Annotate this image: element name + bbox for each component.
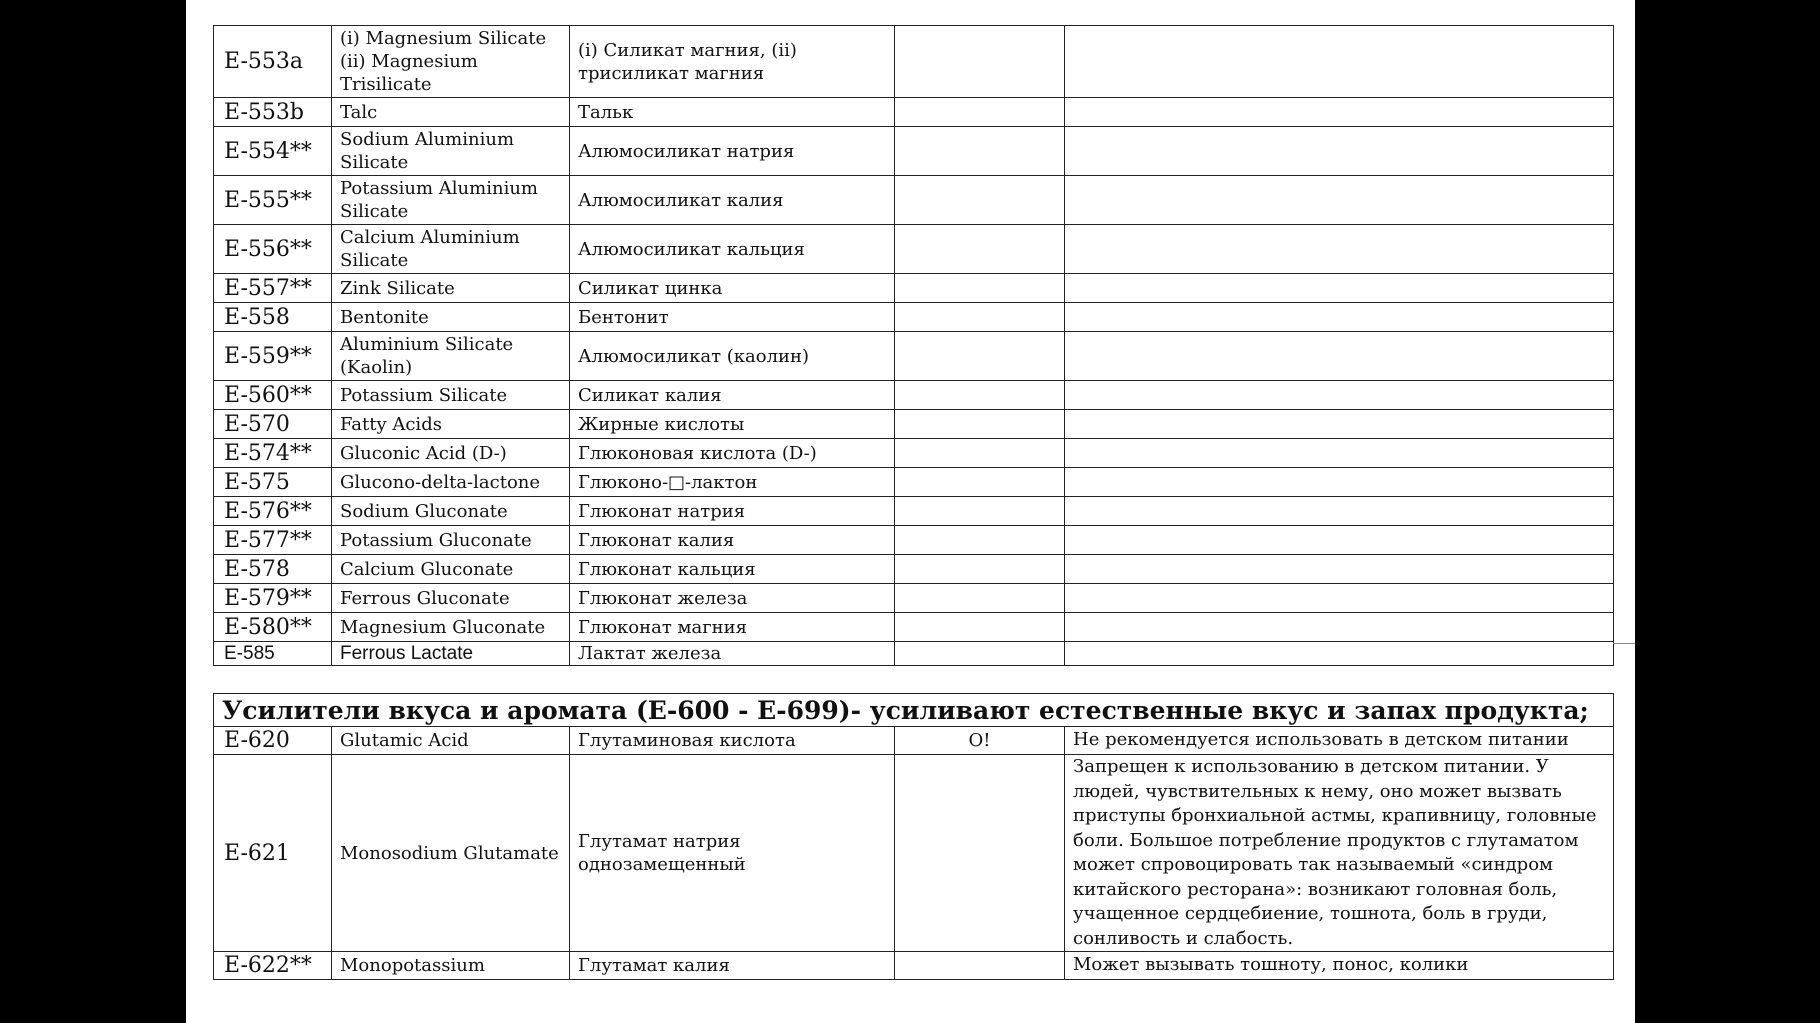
english-name: Aluminium Silicate (Kaolin) [332, 332, 570, 381]
english-name: Sodium Aluminium Silicate [332, 127, 570, 176]
additive-code: E-554** [214, 127, 332, 176]
russian-name: (i) Силикат магния, (ii) трисиликат магния [570, 26, 895, 98]
document-page [186, 0, 1635, 1023]
table-row [214, 526, 1614, 555]
table-row [214, 952, 1614, 980]
mark-cell [895, 303, 1065, 332]
note-cell: Запрещен к использованию в детском питании. У людей, чувствительных к нему, оно может вызвать приступы бронхиальной астмы, крапивницу, головные боли. Большое потребление продуктов с глутаматом может спровоцировать так называемый «синдром китайского ресторана»: возникают головная боль, учащенное сердцебиение, тошнота, боль в груди, сонливость и слабость. [1065, 755, 1614, 952]
mark-cell [895, 98, 1065, 127]
mark-cell [895, 381, 1065, 410]
additive-code: E-553a [214, 26, 332, 98]
note-cell [1065, 613, 1614, 642]
russian-name: Алюмосиликат кальция [570, 225, 895, 274]
flavor-enhancers-table [213, 693, 1614, 980]
russian-name: Алюмосиликат калия [570, 176, 895, 225]
russian-name: Глюконат калия [570, 526, 895, 555]
table-row [214, 332, 1614, 381]
mark-cell [895, 952, 1065, 980]
english-name: Ferrous Lactate [332, 642, 570, 666]
additive-code: E-553b [214, 98, 332, 127]
mark-cell [895, 642, 1065, 666]
note-cell [1065, 439, 1614, 468]
russian-name: Глюконат железа [570, 584, 895, 613]
additive-code: E-574** [214, 439, 332, 468]
additive-code: E-622** [214, 952, 332, 980]
additive-code: E-560** [214, 381, 332, 410]
english-name: Gluconic Acid (D-) [332, 439, 570, 468]
additive-code: E-580** [214, 613, 332, 642]
russian-name: Глутамат калия [570, 952, 895, 980]
table-row [214, 176, 1614, 225]
russian-name: Алюмосиликат (каолин) [570, 332, 895, 381]
section-heading-row [214, 694, 1614, 727]
mark-cell [895, 584, 1065, 613]
russian-name: Глюконат магния [570, 613, 895, 642]
note-cell [1065, 332, 1614, 381]
note-cell: Не рекомендуется использовать в детском питании [1065, 727, 1614, 755]
mark-cell [895, 526, 1065, 555]
table-row [214, 555, 1614, 584]
note-cell [1065, 303, 1614, 332]
english-name: Bentonite [332, 303, 570, 332]
note-cell: Может вызывать тошноту, понос, колики [1065, 952, 1614, 980]
english-name: Fatty Acids [332, 410, 570, 439]
russian-name: Глутамат натрия однозамещенный [570, 755, 895, 952]
mark-cell: О! [895, 727, 1065, 755]
english-name: Sodium Gluconate [332, 497, 570, 526]
note-cell [1065, 225, 1614, 274]
russian-name: Глюконовая кислота (D-) [570, 439, 895, 468]
english-name: Zink Silicate [332, 274, 570, 303]
russian-name: Силикат калия [570, 381, 895, 410]
note-cell [1065, 26, 1614, 98]
english-name: Potassium Gluconate [332, 526, 570, 555]
table-row [214, 755, 1614, 952]
russian-name: Силикат цинка [570, 274, 895, 303]
mark-cell [895, 127, 1065, 176]
additive-code: E-621 [214, 755, 332, 952]
table-row [214, 584, 1614, 613]
table-row [214, 98, 1614, 127]
table-row [214, 468, 1614, 497]
english-name: Monopotassium [332, 952, 570, 980]
additive-code: E-575 [214, 468, 332, 497]
note-cell [1065, 98, 1614, 127]
mark-cell [895, 410, 1065, 439]
note-cell [1065, 410, 1614, 439]
additive-code: E-556** [214, 225, 332, 274]
table-row [214, 274, 1614, 303]
note-cell [1065, 642, 1614, 666]
additive-code: E-559** [214, 332, 332, 381]
note-cell [1065, 497, 1614, 526]
english-name: Potassium Silicate [332, 381, 570, 410]
additive-code: E-558 [214, 303, 332, 332]
additive-code: E-620 [214, 727, 332, 755]
english-name: Magnesium Gluconate [332, 613, 570, 642]
additive-code: E-570 [214, 410, 332, 439]
table-row [214, 303, 1614, 332]
russian-name: Глутаминовая кислота [570, 727, 895, 755]
table-row [214, 439, 1614, 468]
mark-cell [895, 555, 1065, 584]
additive-code: E-557** [214, 274, 332, 303]
note-cell [1065, 584, 1614, 613]
note-cell [1065, 127, 1614, 176]
table-row [214, 26, 1614, 98]
divider [1613, 643, 1635, 644]
english-name: Ferrous Gluconate [332, 584, 570, 613]
table-row [214, 497, 1614, 526]
section-heading: Усилители вкуса и аромата (Е-600 - Е-699)- усиливают естественные вкус и запах продукта; [214, 694, 1614, 727]
note-cell [1065, 274, 1614, 303]
english-name: Potassium Aluminium Silicate [332, 176, 570, 225]
note-cell [1065, 176, 1614, 225]
mark-cell [895, 497, 1065, 526]
english-name: Calcium Aluminium Silicate [332, 225, 570, 274]
note-cell [1065, 468, 1614, 497]
note-cell [1065, 381, 1614, 410]
additive-code: E-579** [214, 584, 332, 613]
mark-cell [895, 332, 1065, 381]
russian-name: Глюконо-□-лактон [570, 468, 895, 497]
table-row [214, 127, 1614, 176]
english-name: Glutamic Acid [332, 727, 570, 755]
table-row [214, 613, 1614, 642]
mark-cell [895, 613, 1065, 642]
mark-cell [895, 274, 1065, 303]
mark-cell [895, 755, 1065, 952]
english-name: Talc [332, 98, 570, 127]
english-name: (i) Magnesium Silicate (ii) Magnesium Trisilicate [332, 26, 570, 98]
table-row [214, 225, 1614, 274]
russian-name: Лактат железа [570, 642, 895, 666]
table-row [214, 727, 1614, 755]
russian-name: Глюконат натрия [570, 497, 895, 526]
mark-cell [895, 439, 1065, 468]
note-cell [1065, 526, 1614, 555]
mark-cell [895, 26, 1065, 98]
table-row [214, 642, 1614, 666]
english-name: Glucono-delta-lactone [332, 468, 570, 497]
mark-cell [895, 176, 1065, 225]
english-name: Monosodium Glutamate [332, 755, 570, 952]
additive-code: E-585 [214, 642, 332, 666]
note-cell [1065, 555, 1614, 584]
additive-code: E-555** [214, 176, 332, 225]
russian-name: Бентонит [570, 303, 895, 332]
mark-cell [895, 225, 1065, 274]
english-name: Calcium Gluconate [332, 555, 570, 584]
russian-name: Жирные кислоты [570, 410, 895, 439]
table-row [214, 410, 1614, 439]
table-row [214, 381, 1614, 410]
additives-table [213, 25, 1614, 666]
russian-name: Глюконат кальция [570, 555, 895, 584]
mark-cell [895, 468, 1065, 497]
russian-name: Тальк [570, 98, 895, 127]
additive-code: E-577** [214, 526, 332, 555]
russian-name: Алюмосиликат натрия [570, 127, 895, 176]
additive-code: E-576** [214, 497, 332, 526]
additive-code: E-578 [214, 555, 332, 584]
